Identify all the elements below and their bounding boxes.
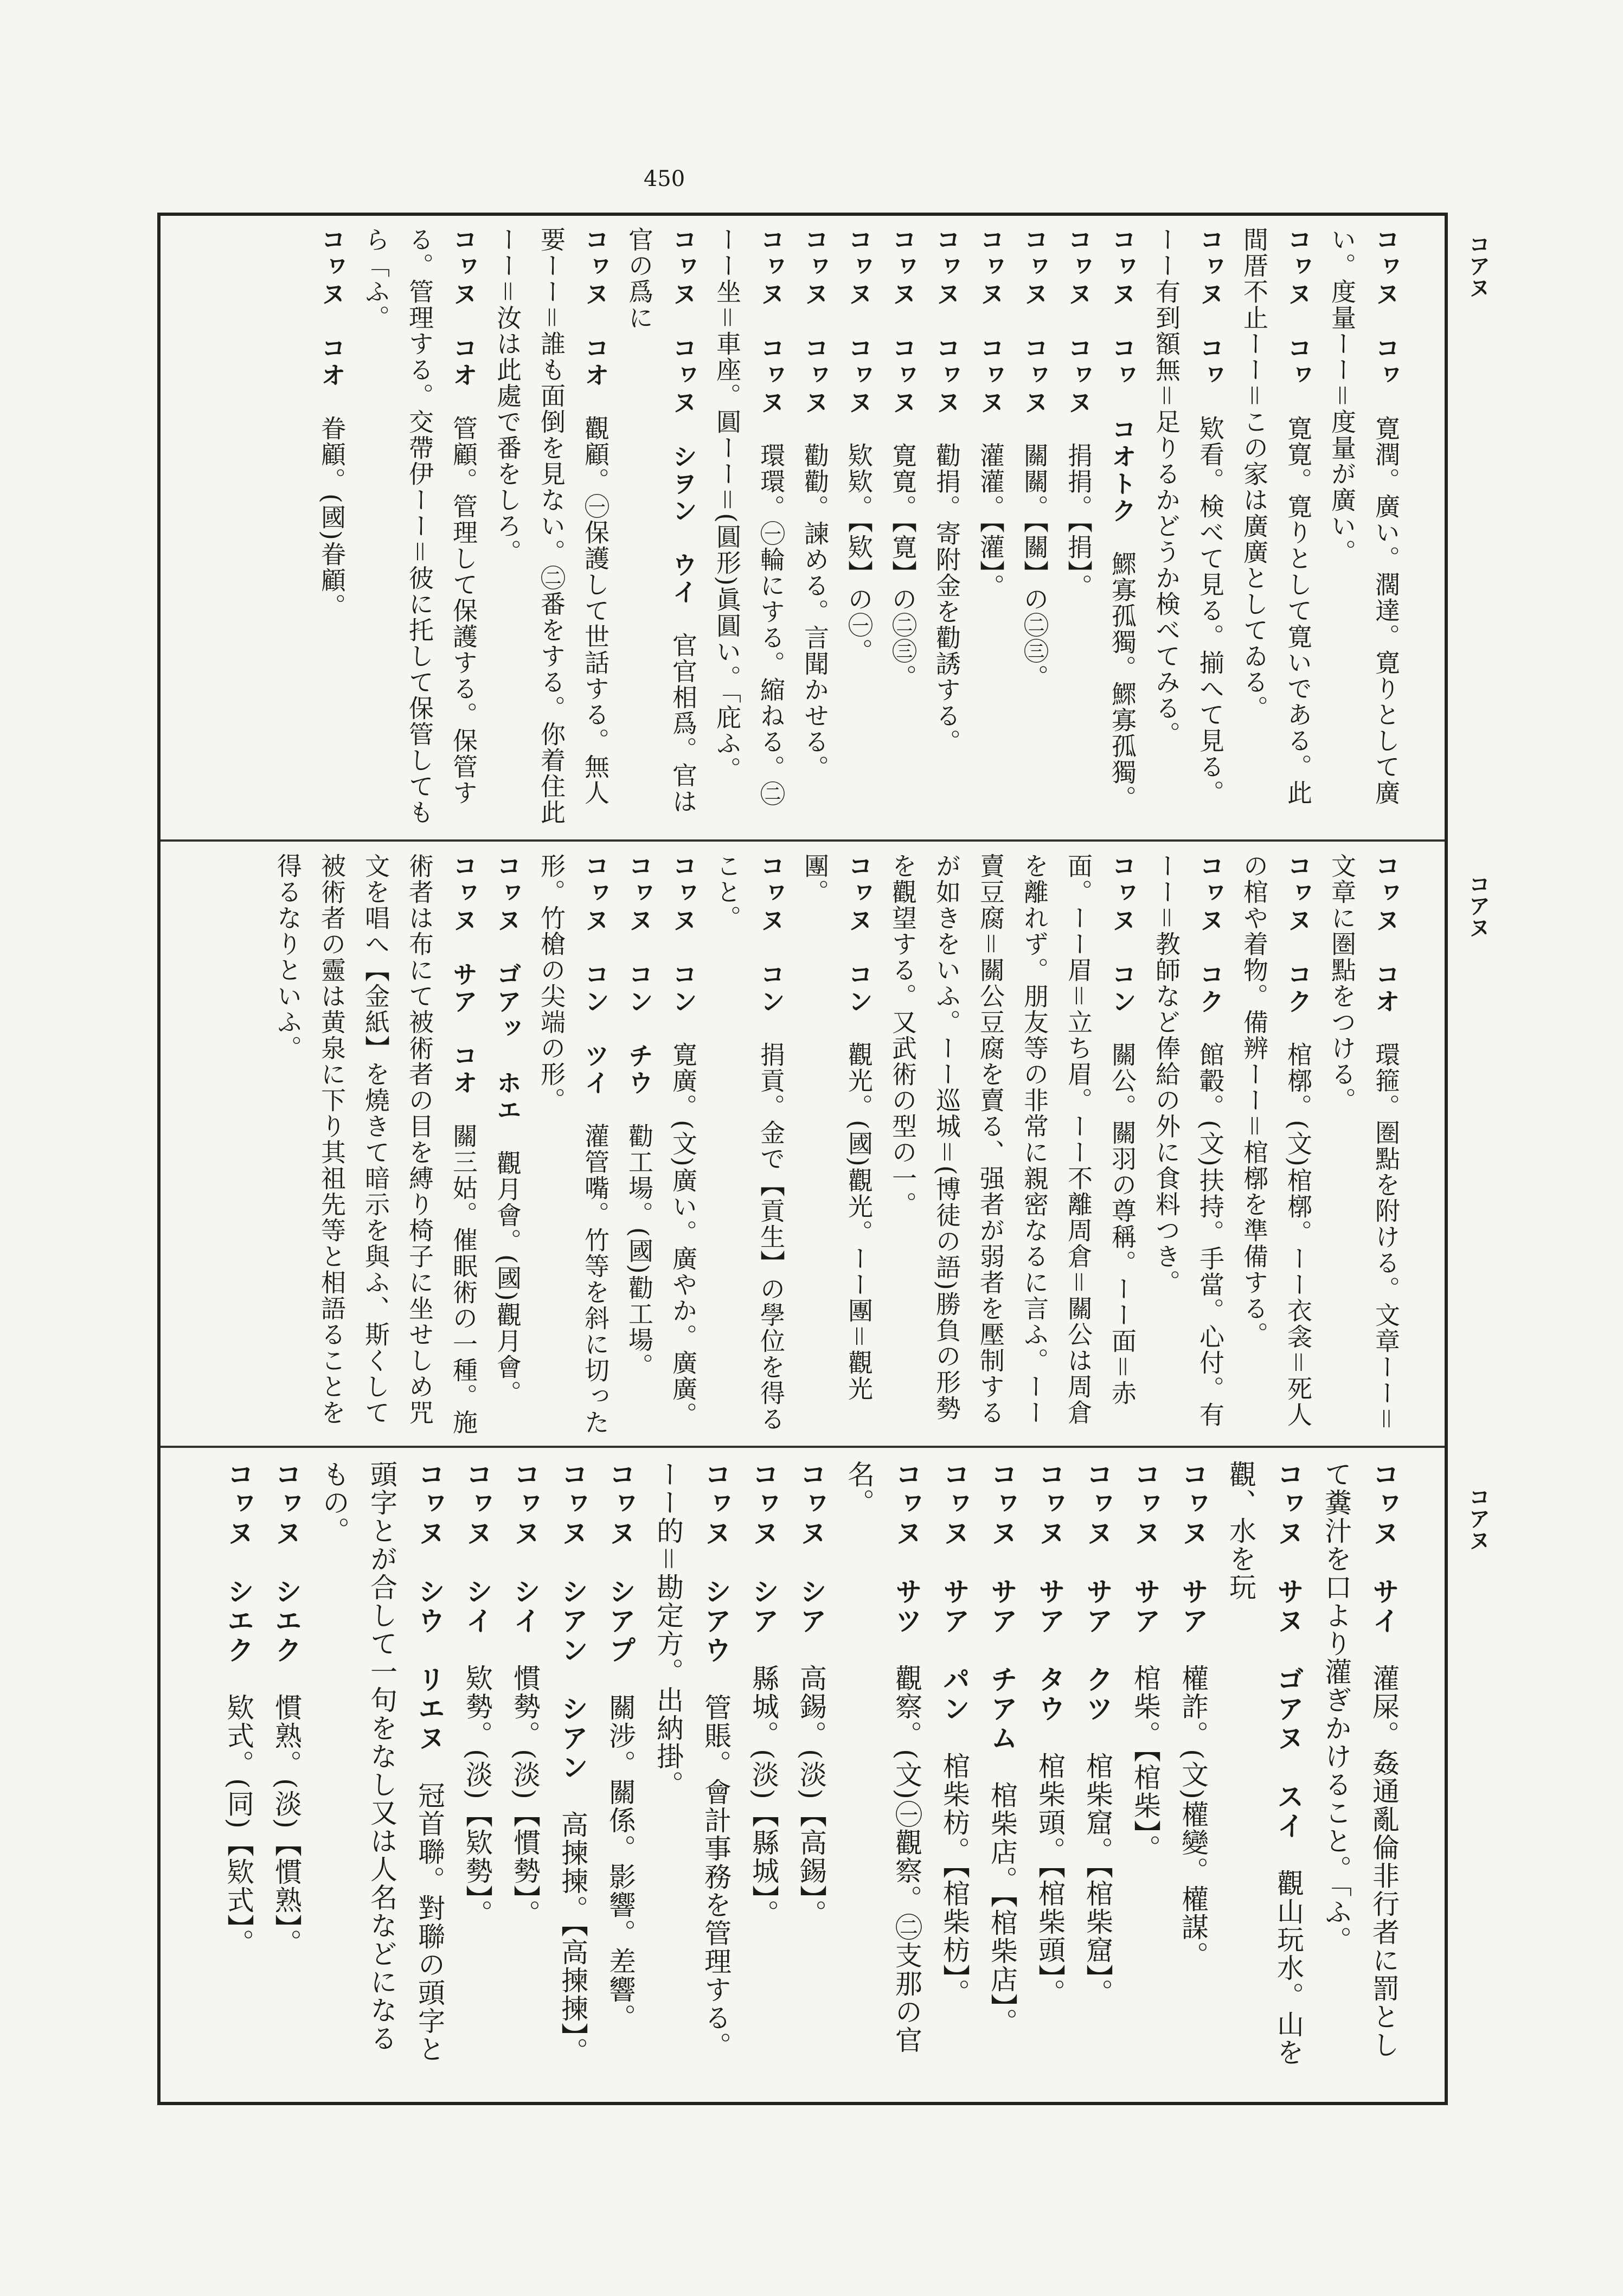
entry-spacer xyxy=(493,1124,522,1150)
dictionary-page-frame xyxy=(157,213,1448,2105)
entry-reading: コヮヌ サヌ ゴアヌ スイ xyxy=(1273,1460,1305,1841)
entry-reading: コヮヌ コン xyxy=(756,853,786,1016)
entry-spacer xyxy=(800,416,830,442)
entry-reading: コヮヌ コン xyxy=(1108,853,1137,1016)
dictionary-entry xyxy=(1100,227,1144,829)
entry-definition: 冠首聯。對聯の頭字と頭字とが合して一句をなし又は人名などになるもの。 xyxy=(318,1460,445,2063)
dictionary-entry xyxy=(1026,1460,1074,2079)
entry-definition: 勸工場。(國)勸工場。 xyxy=(625,1123,654,1379)
entry-definition: 灌屎。姦通亂倫非行者に罰として糞汁を口より灌ぎかけること。「ふ。 xyxy=(1320,1460,1400,2059)
entry-spacer xyxy=(414,1753,445,1781)
entry-reading: コヮヌ サア コオ xyxy=(449,853,478,1097)
entry-spacer xyxy=(1130,1636,1161,1664)
dictionary-entry xyxy=(529,853,617,1436)
entry-definition: 欵式。(同)【欵式】。 xyxy=(223,1694,254,1958)
dictionary-entry xyxy=(793,853,881,1436)
entry-reading: コヮヌ コン チウ xyxy=(625,853,654,1097)
entry-reading: コヮヌ コヮ xyxy=(1284,227,1313,389)
dictionary-entry xyxy=(787,1460,835,2079)
entry-columns xyxy=(266,853,1408,1436)
entry-definition: 觀察。(文)㊀觀察。㊁支那の官名。 xyxy=(843,1460,922,2055)
entry-spacer xyxy=(669,606,698,632)
dictionary-entry xyxy=(644,1460,740,2079)
dictionary-entry xyxy=(310,1460,453,2079)
entry-reading: コヮヌ コン xyxy=(669,853,698,1016)
entry-spacer xyxy=(1371,389,1401,415)
dictionary-entry xyxy=(1012,227,1056,829)
entry-definition: 觀光。(國)觀光。ーー團＝觀光團。 xyxy=(800,853,874,1402)
entry-definition: 勸勸。諫める。言聞かせる。 xyxy=(800,442,830,781)
tier-bottom xyxy=(193,1460,1408,2079)
entry-reading: コヮヌ コヮヌ xyxy=(976,227,1005,416)
entry-reading: コヮヌ サツ xyxy=(891,1460,923,1636)
entry-definition: 鰥寡孤獨。鰥寡孤獨。 xyxy=(1108,551,1137,811)
dictionary-entry xyxy=(1074,1460,1121,2079)
dictionary-entry xyxy=(931,1460,978,2079)
entry-definition: 寛寛。【寛】の㊁㊂。 xyxy=(888,442,918,690)
entry-spacer xyxy=(844,1016,874,1042)
entry-reading: コヮヌ サア タウ xyxy=(1034,1460,1066,1724)
entry-reading: コヮヌ シア xyxy=(748,1460,780,1636)
entry-columns xyxy=(310,227,1408,829)
entry-reading: コヮヌ シイ xyxy=(461,1460,493,1636)
entry-spacer xyxy=(1034,1724,1066,1752)
entry-reading: コヮヌ コヮヌ xyxy=(1064,227,1093,416)
entry-spacer xyxy=(1273,1841,1304,1869)
entry-spacer xyxy=(1064,416,1093,442)
dictionary-entry xyxy=(453,1460,501,2079)
entry-definition: 官官相爲。官は官の爲に xyxy=(625,227,698,814)
dictionary-entry xyxy=(1320,853,1408,1436)
entry-definition: 欵欵。【欵】の㊀。 xyxy=(844,442,874,664)
entry-definition: 高錫。(淡)【高錫】。 xyxy=(796,1664,827,1928)
entry-spacer xyxy=(1108,525,1137,551)
entry-reading: コヮヌ サア xyxy=(1177,1460,1209,1636)
entry-spacer xyxy=(449,389,478,415)
entry-reading: コヮヌ シエク xyxy=(271,1460,303,1665)
dictionary-entry xyxy=(978,1460,1026,2079)
entry-reading: コヮヌ コン ツイ xyxy=(581,853,610,1097)
entry-reading: コヮヌ コク xyxy=(1196,853,1225,1016)
entry-spacer xyxy=(986,1753,1018,1781)
dictionary-entry xyxy=(1169,1460,1217,2079)
entry-spacer xyxy=(581,389,610,415)
entry-definition: 勸捐。寄附金を勸誘する。 xyxy=(932,442,961,755)
entry-definition: 環環。㊀輪にする。縮ねる。㊁ーー坐＝車座。圓ーー＝(圓形)眞圓い。「庇ふ。 xyxy=(713,227,786,807)
entry-definition: 權詐。(文)權變。權謀。 xyxy=(1177,1664,1209,1970)
entry-reading: コヮヌ コオ xyxy=(317,227,347,389)
entry-definition: 棺柴窟。【棺柴窟】。 xyxy=(1082,1752,1113,2007)
entry-reading: コヮヌ コヮヌ xyxy=(1020,227,1049,416)
entry-definition: 寛寛。寛りとして寛いである。此間厝不止ーー＝この家は廣廣としてゐる。 xyxy=(1240,227,1313,806)
entry-definition: 寛潤。廣い。濶達。寛りとして廣い。度量ーー＝度量が廣い。 xyxy=(1327,227,1401,806)
dictionary-entry xyxy=(1121,1460,1169,2079)
dictionary-entry xyxy=(354,227,485,829)
entry-spacer xyxy=(1108,1016,1137,1042)
dictionary-entry xyxy=(215,1460,262,2079)
entry-definition: 關三姑。催眠術の一種。施術者は布にて被術者の目を縛り椅子に坐せしめ咒文を唱へ【金紙】を燒きて暗示を與ふ、斯くして被術者の靈は黄泉に下り其祖先等と相語ることを得るなりといふ。 xyxy=(273,853,478,1435)
tier-middle xyxy=(193,853,1408,1436)
dictionary-entry xyxy=(501,1460,549,2079)
running-header-top: コアヌ xyxy=(1465,233,1491,298)
entry-reading: コヮヌ サイ xyxy=(1368,1460,1400,1636)
dictionary-entry xyxy=(1312,1460,1408,2079)
entry-definition: 棺柴。【棺柴】。 xyxy=(1130,1664,1161,1863)
dictionary-entry xyxy=(485,853,529,1436)
entry-columns xyxy=(215,1460,1408,2079)
entry-spacer xyxy=(891,1636,922,1664)
entry-definition: 眷顧。(國)眷顧。 xyxy=(317,415,347,619)
entry-spacer xyxy=(669,1016,698,1042)
entry-definition: 管賬。會計事務を管理する。ーー的＝勘定方。出納掛。 xyxy=(652,1460,732,2060)
entry-spacer xyxy=(223,1665,254,1694)
entry-spacer xyxy=(756,416,786,442)
dictionary-entry xyxy=(485,227,617,829)
entry-reading: コヮヌ シエク xyxy=(223,1460,255,1665)
entry-definition: 關關。【關】の㊁㊂。 xyxy=(1020,442,1049,690)
entry-spacer xyxy=(449,1097,478,1123)
entry-definition: 觀山玩水。山を觀、水を玩 xyxy=(1225,1460,1304,2067)
tier-divider xyxy=(161,839,1445,842)
entry-spacer xyxy=(1177,1636,1209,1664)
entry-reading: コヮヌ サア xyxy=(1130,1460,1162,1636)
entry-definition: 寛廣。(文)廣い。廣やか。廣廣。 xyxy=(669,1042,698,1428)
dictionary-entry xyxy=(740,1460,787,2079)
entry-spacer xyxy=(605,1665,636,1694)
dictionary-entry xyxy=(1320,227,1408,829)
dictionary-entry xyxy=(1144,853,1232,1436)
entry-definition: 捐貢。金で【貢生】の學位を得ること。 xyxy=(713,853,786,1432)
entry-reading: コヮヌ コヮ xyxy=(1371,227,1401,389)
entry-definition: 棺槨。(文)棺槨。ーー衣衾＝死人の棺や着物。備辨ーー＝棺槨を準備する。 xyxy=(1240,853,1313,1428)
entry-reading: コヮヌ コヮヌ xyxy=(756,227,786,416)
entry-definition: 棺柴店。【棺柴店】。 xyxy=(986,1781,1018,2036)
entry-definition: 棺柴頭。【棺柴頭】。 xyxy=(1034,1752,1066,2007)
entry-reading: コヮヌ コオ xyxy=(1371,853,1401,1016)
entry-reading: コヮヌ コヮヌ xyxy=(800,227,830,416)
entry-spacer xyxy=(581,1097,610,1123)
dictionary-entry xyxy=(835,1460,931,2079)
entry-spacer xyxy=(1368,1636,1400,1664)
entry-spacer xyxy=(844,416,874,442)
entry-definition: 管顧。管理して保護する。保管する。管理する。交帶伊ーー＝彼に托して保管してもら「ふ。 xyxy=(361,227,478,825)
entry-definition: 縣城。(淡)【縣城】。 xyxy=(748,1664,779,1928)
entry-definition: 慣熟。(淡)【慣熟】。 xyxy=(271,1694,302,1958)
entry-spacer xyxy=(509,1636,541,1664)
dictionary-entry xyxy=(1144,227,1232,829)
entry-reading: コヮヌ シアプ xyxy=(605,1460,637,1665)
entry-reading: コヮヌ シイ xyxy=(509,1460,541,1636)
entry-reading: コヮヌ コヮヌ xyxy=(888,227,918,416)
entry-spacer xyxy=(888,416,918,442)
entry-reading: コヮヌ シア xyxy=(796,1460,827,1636)
entry-reading: コヮヌ コオ xyxy=(449,227,478,389)
entry-spacer xyxy=(1196,1016,1225,1042)
entry-spacer xyxy=(748,1636,779,1664)
dictionary-entry xyxy=(705,853,793,1436)
entry-definition: 棺柴枋。【棺柴枋】。 xyxy=(939,1752,970,2007)
dictionary-entry xyxy=(266,853,485,1436)
entry-spacer xyxy=(1371,1016,1401,1042)
entry-reading: コヮヌ サア チアム xyxy=(986,1460,1018,1753)
dictionary-entry xyxy=(881,853,1144,1436)
entry-spacer xyxy=(557,1782,588,1811)
dictionary-entry xyxy=(617,853,661,1436)
dictionary-entry xyxy=(705,227,793,829)
dictionary-entry xyxy=(661,853,705,1436)
entry-spacer xyxy=(317,389,347,415)
entry-spacer xyxy=(932,416,961,442)
entry-spacer xyxy=(939,1724,970,1752)
entry-reading: コヮヌ コヮヌ xyxy=(844,227,874,416)
entry-spacer xyxy=(271,1665,302,1694)
entry-definition: 關公。關羽の尊稱。ーー面＝赤面。ーー眉＝立ち眉。ーー不離周倉＝關公は周倉を離れず。朋友等の非常に親密なるに言ふ。ーー賣豆腐＝關公豆腐を賣る、强者が弱者を壓制するが如きをいふ。ーー巡城＝(博徒の語)勝負の形勢を觀望する。又武術の型の一。 xyxy=(888,853,1137,1426)
entry-definition: 環箍。圏點を附ける。文章ーー＝文章に圏點をつける。 xyxy=(1327,853,1401,1432)
entry-definition: 捐捐。【捐】。 xyxy=(1064,442,1093,600)
dictionary-entry xyxy=(793,227,837,829)
dictionary-entry xyxy=(968,227,1012,829)
running-header-bottom: コアヌ xyxy=(1465,1486,1491,1551)
dictionary-entry xyxy=(1232,227,1320,829)
entry-spacer xyxy=(1020,416,1049,442)
entry-reading: コヮヌ サア クツ xyxy=(1082,1460,1114,1724)
tier-divider xyxy=(161,1446,1445,1448)
entry-reading: コヮヌ コヮ コオトク xyxy=(1108,227,1137,525)
entry-definition: 灌管嘴。竹等を斜に切った形。竹槍の尖端の形。 xyxy=(537,853,610,1435)
entry-spacer xyxy=(796,1636,827,1664)
dictionary-entry xyxy=(925,227,968,829)
entry-reading: コヮヌ サア パン xyxy=(939,1460,971,1724)
entry-definition: 關涉。關係。影響。差響。 xyxy=(605,1694,636,2032)
entry-definition: 觀月會。(國)觀月會。 xyxy=(493,1150,522,1406)
entry-definition: 高揀揀。【高揀揀】。 xyxy=(557,1811,588,2066)
dictionary-entry xyxy=(1056,227,1100,829)
entry-definition: 觀顧。㊀保護して世話する。無人要ーー＝誰も面倒を見ない。㊁番をする。你着住此ーー＝汝は此處で番をしろ。 xyxy=(493,227,610,825)
entry-reading: コヮヌ コヮヌ シヲン ウイ xyxy=(669,227,698,606)
entry-spacer xyxy=(1082,1724,1113,1752)
entry-reading: コヮヌ コク xyxy=(1284,853,1313,1016)
entry-definition: 慣勢。(淡)【慣勢】。 xyxy=(509,1664,541,1928)
entry-definition: 館轂。(文)扶持。手當。心付。有ーー＝教師など俸給の外に食料つき。 xyxy=(1152,853,1225,1428)
entry-reading: コヮヌ コン xyxy=(844,853,874,1016)
dictionary-entry xyxy=(881,227,925,829)
running-header-middle: コアヌ xyxy=(1465,873,1491,938)
entry-reading: コヮヌ シウ リエヌ xyxy=(414,1460,446,1753)
entry-reading: コヮヌ シアン シアン xyxy=(557,1460,589,1782)
dictionary-entry xyxy=(1232,853,1320,1436)
dictionary-entry xyxy=(310,227,354,829)
entry-reading: コヮヌ シアウ xyxy=(700,1460,732,1665)
entry-spacer xyxy=(461,1636,493,1664)
dictionary-entry xyxy=(617,227,705,829)
entry-spacer xyxy=(700,1665,732,1694)
entry-spacer xyxy=(1196,389,1225,415)
entry-reading: コヮヌ ゴアッ ホエ xyxy=(493,853,522,1124)
dictionary-entry xyxy=(1217,1460,1312,2079)
dictionary-entry xyxy=(262,1460,310,2079)
dictionary-entry xyxy=(837,227,881,829)
dictionary-entry xyxy=(549,1460,596,2079)
tier-top xyxy=(193,227,1408,829)
entry-spacer xyxy=(1284,1016,1313,1042)
entry-definition: 欵看。検べて見る。揃へて見る。ーー有到額無＝足りるかどうか検べてみる。 xyxy=(1152,227,1225,806)
page-number: 450 xyxy=(643,166,685,191)
entry-reading: コヮヌ コオ xyxy=(581,227,610,389)
entry-definition: 欵勢。(淡)【欵勢】。 xyxy=(461,1664,493,1928)
entry-reading: コヮヌ コヮ xyxy=(1196,227,1225,389)
entry-spacer xyxy=(756,1016,786,1042)
entry-spacer xyxy=(1284,389,1313,415)
entry-definition: 灌灌。【灌】。 xyxy=(976,442,1005,600)
entry-spacer xyxy=(976,416,1005,442)
dictionary-entry xyxy=(596,1460,644,2079)
entry-spacer xyxy=(625,1097,654,1123)
entry-reading: コヮヌ コヮヌ xyxy=(932,227,961,416)
